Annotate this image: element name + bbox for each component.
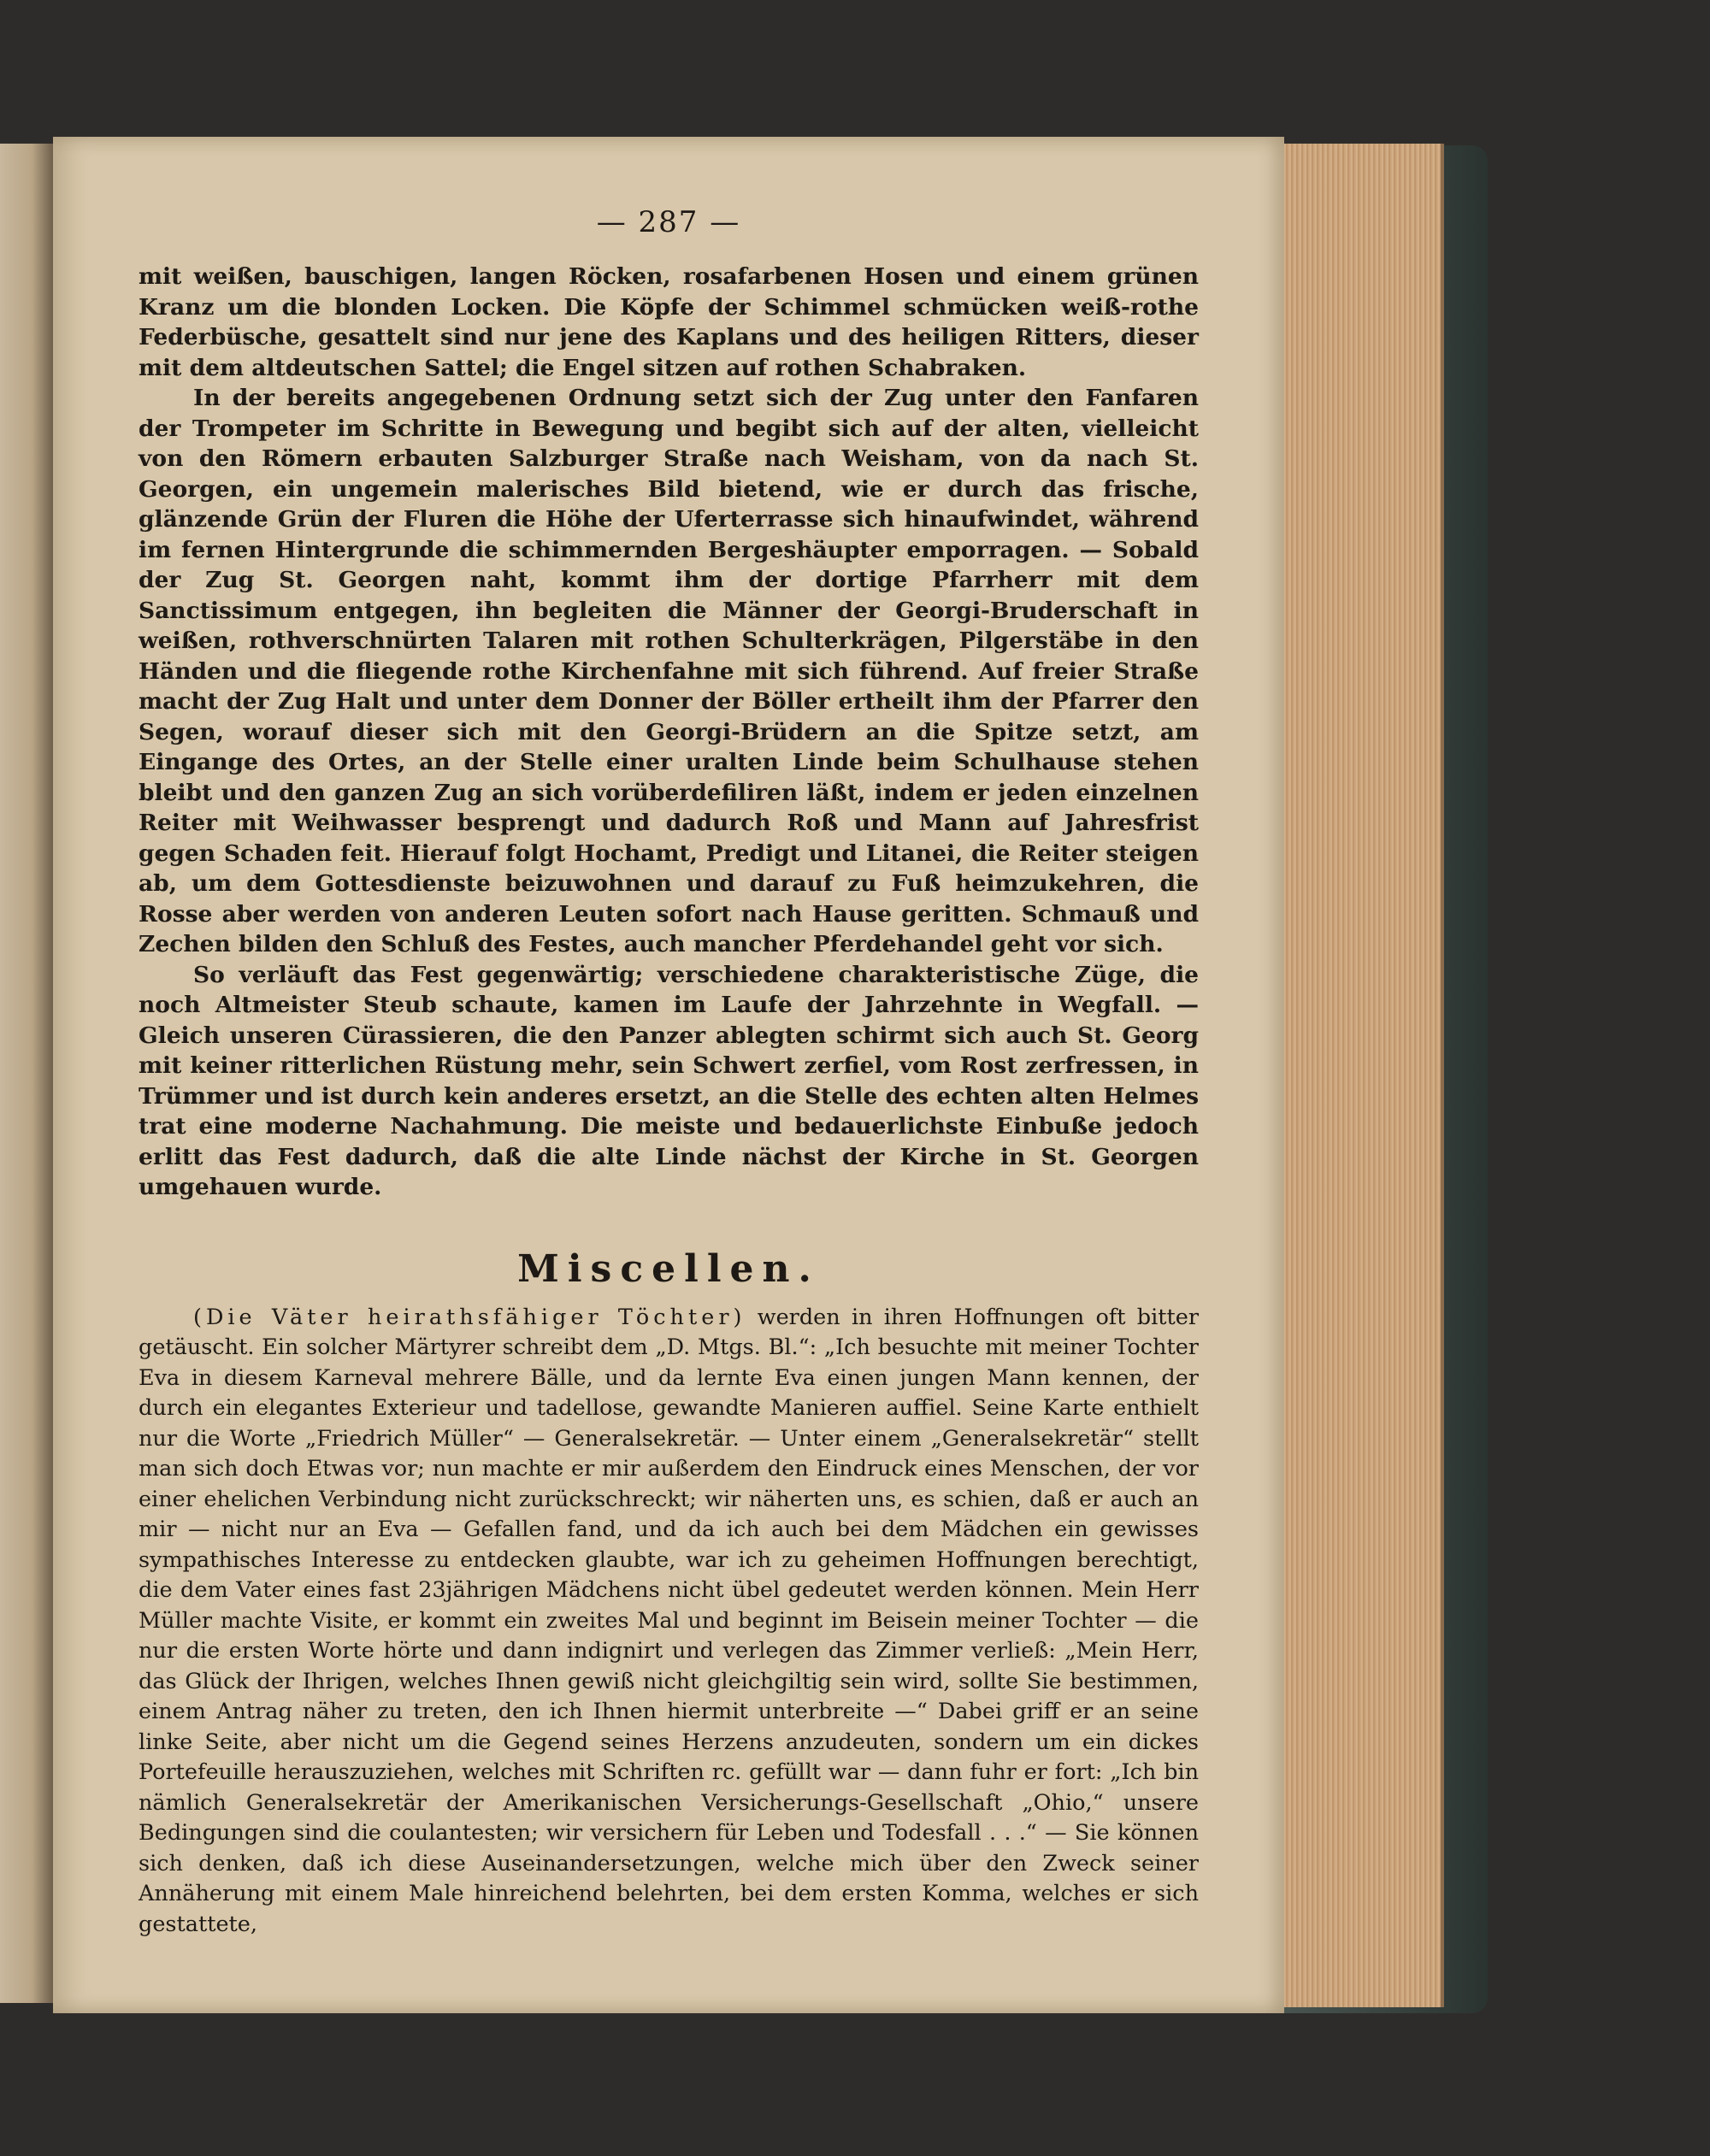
misc-paragraph — [139, 1303, 1199, 1941]
page-content — [139, 205, 1199, 1940]
misc-heading: (Die Väter heirathsfähiger Töchter) — [193, 1304, 746, 1330]
article-paragraph-2: In der bereits angegebenen Ordnung setzt sich der Zug unter den Fanfaren der Trompeter im Schritte in Bewegung und begibt sich auf der alten, vielleicht von den Römern erbauten Salzburger Straße nach Weisham, von da nach St. Georgen, ein ungemein malerisches Bild bietend, wie er durch das frische, glänzende Grün der Fluren die Höhe der Uferterrasse sich hinaufwindet, während im fernen Hintergrunde die schimmernden Bergeshäupter emporragen. — Sobald der Zug St. Georgen naht, kommt ihm der dortige Pfarrherr mit dem Sanctissimum entgegen, ihn begleiten die Männer der Georgi-Bruderschaft in weißen, rothverschnürten Talaren mit rothen Schulterkrägen, Pilgerstäbe in den Händen und die fliegende rothe Kirchenfahne mit sich führend. Auf freier Straße macht der Zug Halt und unter dem Donner der Böller ertheilt ihm der Pfarrer den Segen, worauf dieser sich mit den Georgi-Brüdern an die Spitze setzt, am Eingange des Ortes, an der Stelle einer uralten Linde beim Schulhause stehen bleibt und den ganzen Zug an sich vorüberdefiliren läßt, indem er jeden einzelnen Reiter mit Weihwasser besprengt und dadurch Roß und Mann auf Jahresfrist gegen Schaden feit. Hierauf folgt Hochamt, Predigt und Litanei, die Reiter steigen ab, um dem Gottesdienste beizuwohnen und darauf zu Fuß heimzukehren, die Rosse aber werden von anderen Leuten sofort nach Hause geritten. Schmauß und Zechen bilden den Schluß des Festes, auch mancher Pferdehandel geht vor sich. — [139, 385, 1199, 957]
left-page-edge — [0, 144, 53, 2003]
page-edges — [1278, 144, 1444, 2007]
misc-body: werden in ihren Hoffnungen oft bitter getäuscht. Ein solcher Märtyrer schreibt dem „D. Mtgs. Bl.“: „Ich besuchte mit meiner Tochter Eva in diesem Karneval mehrere Bälle, und da lernte Eva einen jungen Mann kennen, der durch ein elegantes Exterieur und tadellose, gewandte Manieren auffiel. Seine Karte enthielt nur die Worte „Friedrich Müller“ — Generalsekretär. — Unter einem „Generalsekretär“ stellt man sich doch Etwas vor; nun machte er mir außerdem den Eindruck eines Menschen, der vor einer ehelichen Verbindung nicht zurückschreckt; wir näherten uns, es schien, daß er auch an mir — nicht nur an Eva — Gefallen fand, und da ich auch bei dem Mädchen ein gewisses sympathisches Interesse zu entdecken glaubte, war ich zu geheimen Hoffnungen berechtigt, die dem Vater eines fast 23jährigen Mädchens nicht übel gedeutet werden können. Mein Herr Müller machte Visite, er kommt ein zweites Mal und beginnt im Beisein meiner Tochter — die nur die ersten Worte hörte und dann indignirt und verlegen das Zimmer verließ: „Mein Herr, das Glück der Ihrigen, welches Ihnen gewiß nicht gleichgiltig sein wird, sollte Sie bestimmen, einem Antrag näher zu treten, den ich Ihnen hiermit unterbreite —“ Dabei griff er an seine linke Seite, aber nicht um die Gegend seines Herzens anzudeuten, sondern um ein dickes Portefeuille herauszuziehen, welches mit Schriften rc. gefüllt war — dann fuhr er fort: „Ich bin nämlich Generalsekretär der Amerikanischen Versicherungs-Gesellschaft „Ohio,“ unsere Bedingungen sind die coulantesten; wir versichern für Leben und Todesfall . . .“ — Sie können sich denken, daß ich diese Auseinandersetzungen, welche mich über den Zweck seiner Annäherung mit einem Male hinreichend belehrten, bei dem ersten Komma, welches er sich gestattete, — [139, 1304, 1200, 1937]
article-paragraph-1: mit weißen, bauschigen, langen Röcken, rosafarbenen Hosen und einem grünen Kranz um die blonden Locken. Die Köpfe der Schimmel schmücken weiß-rothe Federbüsche, gesattelt sind nur jene des Kaplans und des heiligen Ritters, dieser mit dem altdeutschen Sattel; die Engel sitzen auf rothen Schabraken. — [139, 263, 1199, 381]
page-number: — 287 — — [596, 205, 741, 239]
section-title: Miscellen. — [517, 1246, 820, 1291]
article-paragraph-3: So verläuft das Fest gegenwärtig; verschiedene charakteristische Züge, die noch Altmeister Steub schaute, kamen im Laufe der Jahrzehnte in Wegfall. — Gleich unseren Cürassieren, die den Panzer ablegten schirmt sich auch St. Georg mit keiner ritterlichen Rüstung mehr, sein Schwert zerfiel, vom Rost zerfressen, in Trümmer und ist durch kein anderes ersetzt, an die Stelle des echten alten Helmes trat eine moderne Nachahmung. Die meiste und bedauerlichste Einbuße jedoch erlitt das Fest dadurch, daß die alte Linde nächst der Kirche in St. Georgen umgehauen wurde. — [139, 961, 1199, 1200]
book-page — [53, 137, 1284, 2013]
